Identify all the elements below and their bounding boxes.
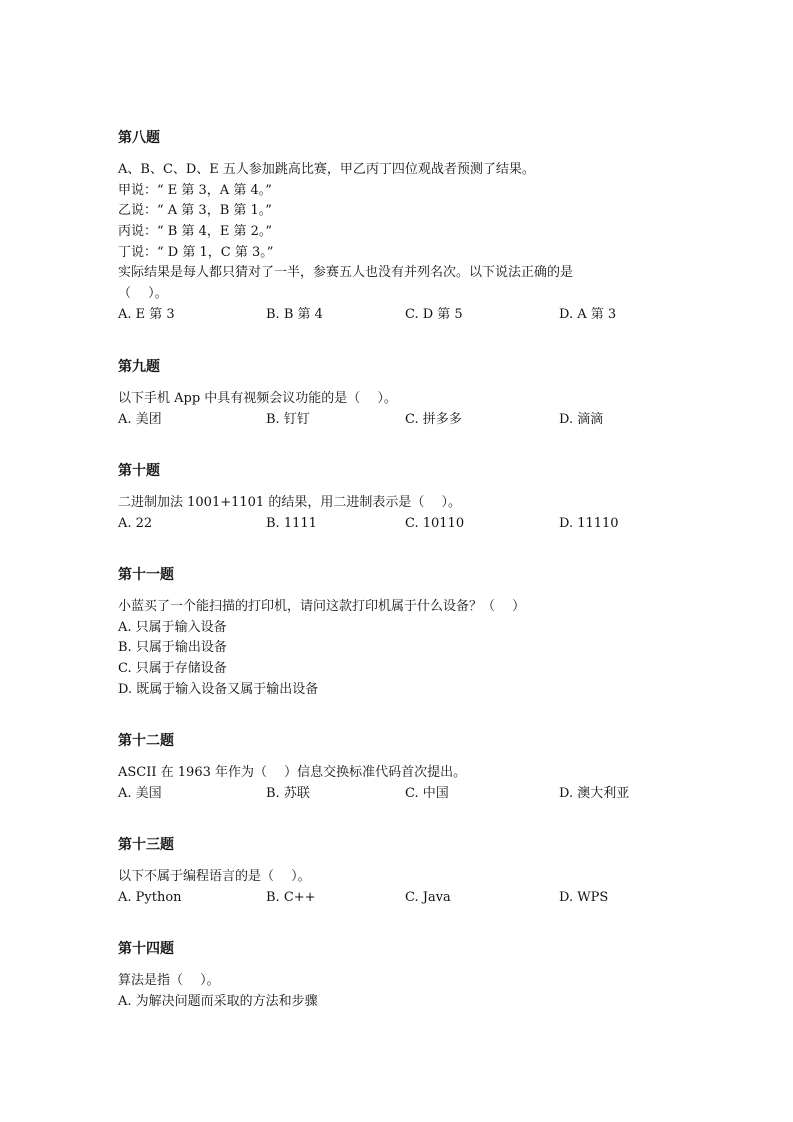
question-text: 算法是指（ ）。 (118, 973, 220, 988)
option-d: D. 11110 (559, 515, 619, 531)
question-text: 实际结果是每人都只猜对了一半，参赛五人也没有并列名次。以下说法正确的是 (118, 265, 574, 281)
option-c: C. D 第 5 (405, 306, 463, 322)
option-d: D. 滴滴 (559, 411, 604, 427)
question-text: A、B、C、D、E 五人参加跳高比赛，甲乙丙丁四位观战者预测了结果。 (118, 162, 535, 177)
option-a: A. 22 (118, 515, 153, 531)
option-d: D. 澳大利亚 (559, 785, 630, 801)
option-b: B. C++ (266, 889, 316, 905)
option-a: A. Python (118, 889, 182, 905)
question-text: 二进制加法 1001+1101 的结果，用二进制表示是（ ）。 (118, 495, 461, 510)
option-d: D. A 第 3 (559, 306, 617, 322)
option-b: B. 钉钉 (266, 411, 310, 427)
question-12 (118, 731, 718, 804)
option-a: A. 只属于输入设备 (118, 619, 227, 635)
question-text: 丙说：“ B 第 4，E 第 2。” (118, 224, 273, 240)
question-title: 第十题 (118, 463, 160, 479)
question-title: 第十二题 (118, 733, 174, 749)
option-b: B. B 第 4 (266, 306, 323, 322)
question-11 (118, 565, 718, 700)
question-text: 丁说：“ D 第 1，C 第 3。” (118, 244, 274, 260)
question-title: 第十三题 (118, 837, 174, 853)
option-d: D. 既属于输入设备又属于输出设备 (118, 681, 319, 697)
option-b: B. 苏联 (266, 785, 310, 801)
option-d: D. WPS (559, 889, 609, 905)
question-text: ASCII 在 1963 年作为（ ）信息交换标准代码首次提出。 (118, 765, 467, 780)
question-9 (118, 357, 718, 430)
question-title: 第九题 (118, 359, 160, 375)
question-text: 乙说：“ A 第 3，B 第 1。” (118, 203, 272, 219)
question-text: （ ）。 (118, 286, 168, 302)
option-c: C. Java (405, 889, 451, 905)
question-title: 第八题 (118, 130, 160, 146)
question-text: 小蓝买了一个能扫描的打印机，请问这款打印机属于什么设备？（ ） (118, 599, 526, 614)
option-a: A. 为解决问题而采取的方法和步骤 (118, 993, 318, 1009)
option-c: C. 10110 (405, 515, 465, 531)
question-title: 第十一题 (118, 567, 174, 583)
option-c: C. 中国 (405, 785, 449, 801)
option-c: C. 拼多多 (405, 411, 462, 427)
option-a: A. 美国 (118, 785, 162, 801)
question-14 (118, 939, 718, 1012)
option-a: A. 美团 (118, 411, 162, 427)
question-8 (118, 128, 718, 326)
options-row (118, 514, 718, 535)
options-row (118, 888, 718, 909)
question-10 (118, 461, 718, 534)
option-c: C. 只属于存储设备 (118, 661, 227, 677)
options-row (118, 305, 718, 326)
question-13 (118, 835, 718, 908)
question-text: 甲说：“ E 第 3，A 第 4。” (118, 182, 272, 198)
option-b: B. 只属于输出设备 (118, 640, 227, 656)
question-title: 第十四题 (118, 941, 174, 957)
option-b: B. 1111 (266, 515, 317, 531)
question-text: 以下手机 App 中具有视频会议功能的是（ ）。 (118, 391, 397, 406)
options-row (118, 410, 718, 431)
option-a: A. E 第 3 (118, 306, 175, 322)
options-row (118, 784, 718, 805)
question-text: 以下不属于编程语言的是（ ）。 (118, 869, 311, 884)
